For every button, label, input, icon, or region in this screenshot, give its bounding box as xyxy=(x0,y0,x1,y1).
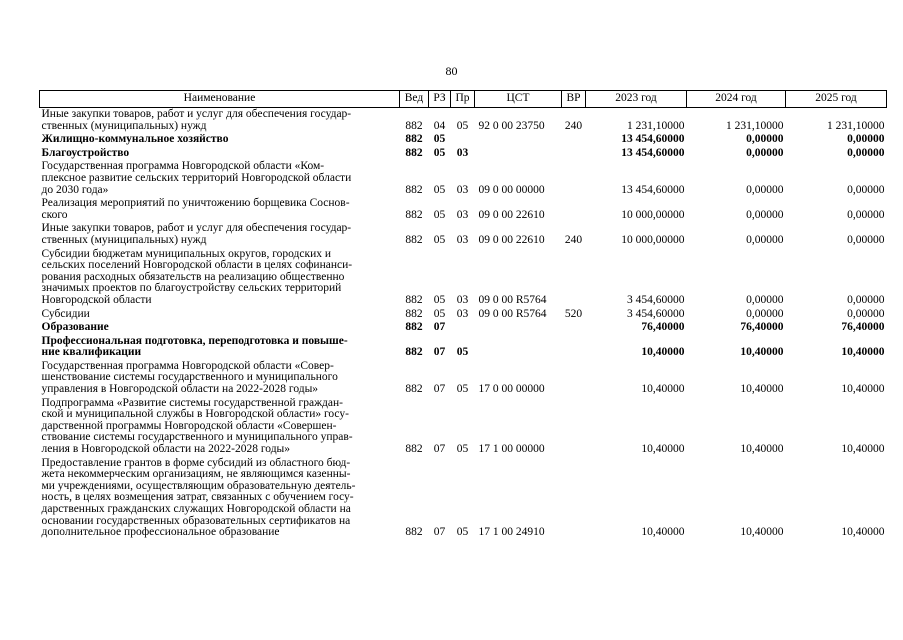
cell-rz: 07 xyxy=(433,383,446,396)
cell-name: Образование xyxy=(41,321,109,334)
cell-ved: 882 xyxy=(405,208,423,221)
cell-2024: 0,00000 xyxy=(746,146,784,159)
cell-2023: 13 454,60000 xyxy=(621,133,685,146)
cell-name: Иные закупки товаров, работ и услуг для обеспечения государ- ственных (муниципальных) нужд xyxy=(41,108,352,132)
cell-pr xyxy=(451,133,475,147)
cell-vr xyxy=(562,457,586,540)
cell-cst xyxy=(475,147,562,161)
header-2024: 2024 год xyxy=(687,91,786,108)
cell-2023: 10,40000 xyxy=(641,526,685,539)
cell-cst: 17 1 00 24910 xyxy=(478,526,545,539)
cell-rz: 07 xyxy=(433,321,446,334)
cell-2024: 10,40000 xyxy=(740,383,784,396)
cell-vr xyxy=(562,335,586,360)
cell-pr: 05 xyxy=(456,119,469,132)
cell-2025: 1 231,10000 xyxy=(827,119,885,132)
cell-rz: 07 xyxy=(433,526,446,539)
cell-2024: 0,00000 xyxy=(746,307,784,320)
cell-name: Предоставление грантов в форме субсидий из областного бюд- жета некоммерческим организациям, не являющимся казенны- ми учреждениями, осуществляющим образовательную деятель- ность, в целях возмещения затрат, связанных с обучением госу- дарственных гражданских служащих Новгородской области на основании государственных образовательных сертификатов на дополнительное профессиональное образование xyxy=(41,456,356,539)
table-row xyxy=(40,108,887,134)
cell-2023: 10 000,00000 xyxy=(621,233,685,246)
cell-2023: 10 000,00000 xyxy=(621,208,685,221)
cell-ved: 882 xyxy=(405,526,423,539)
cell-cst xyxy=(475,321,562,335)
cell-cst xyxy=(475,335,562,360)
cell-ved: 882 xyxy=(405,346,423,359)
cell-name: Благоустройство xyxy=(41,146,130,159)
cell-2025: 0,00000 xyxy=(847,307,885,320)
header-vr: ВР xyxy=(562,91,586,108)
cell-pr: 05 xyxy=(456,443,469,456)
cell-2023: 10,40000 xyxy=(641,443,685,456)
cell-cst: 17 1 00 00000 xyxy=(478,443,545,456)
cell-rz: 05 xyxy=(433,307,446,320)
cell-2023: 13 454,60000 xyxy=(621,183,685,196)
cell-2023: 1 231,10000 xyxy=(627,119,685,132)
cell-2023: 3 454,60000 xyxy=(627,293,685,306)
table-row xyxy=(40,222,887,247)
cell-name: Подпрограмма «Развитие системы государственной граждан- ской и муниципальной службы в Новгородской области» госу- дарственной программы Новгородской области «Совершен- ствование системы государственного и муниципального управ- ления в Новгородской области на 2022-2028 годы» xyxy=(41,396,353,456)
cell-2024: 0,00000 xyxy=(746,208,784,221)
cell-2024: 10,40000 xyxy=(740,443,784,456)
cell-pr: 03 xyxy=(456,183,469,196)
cell-name: Государственная программа Новгородской области «Ком- плексное развитие сельских территорий Новгородской области до 2030 года» xyxy=(41,160,352,196)
table-header-row xyxy=(40,91,887,108)
table-row xyxy=(40,457,887,540)
cell-name: Государственная программа Новгородской области «Совер- шенствование системы государственного и муниципального управления в Новгородской области на 2022-2028 годы» xyxy=(41,359,338,396)
cell-2025: 76,40000 xyxy=(841,321,885,334)
cell-vr xyxy=(562,160,586,197)
cell-rz: 07 xyxy=(433,443,446,456)
cell-rz: 05 xyxy=(433,208,446,221)
cell-name: Реализация мероприятий по уничтожению борщевика Соснов- ского xyxy=(41,197,350,221)
cell-2025: 0,00000 xyxy=(847,133,885,146)
cell-vr xyxy=(562,360,586,397)
cell-name: Жилищно-коммунальное хозяйство xyxy=(41,133,229,146)
cell-2024: 1 231,10000 xyxy=(726,119,784,132)
page-number: 80 xyxy=(445,64,458,78)
cell-cst xyxy=(475,133,562,147)
cell-rz: 05 xyxy=(433,183,446,196)
table-row xyxy=(40,197,887,222)
cell-rz: 05 xyxy=(433,293,446,306)
header-cst: ЦСТ xyxy=(475,91,562,108)
cell-2023: 10,40000 xyxy=(641,383,685,396)
cell-pr xyxy=(451,321,475,335)
table-body xyxy=(40,108,887,540)
cell-cst: 09 0 00 R5764 xyxy=(478,307,547,320)
cell-vr: 240 xyxy=(564,119,583,132)
cell-vr xyxy=(562,147,586,161)
cell-2023: 10,40000 xyxy=(641,346,685,359)
cell-2024: 0,00000 xyxy=(746,133,784,146)
header-pr: Пр xyxy=(451,91,475,108)
cell-2024: 10,40000 xyxy=(740,526,784,539)
cell-cst: 09 0 00 22610 xyxy=(478,233,545,246)
cell-vr xyxy=(562,397,586,457)
cell-cst: 92 0 00 23750 xyxy=(478,119,545,132)
cell-cst: 09 0 00 00000 xyxy=(478,183,545,196)
cell-rz: 05 xyxy=(433,146,446,159)
cell-rz: 05 xyxy=(433,133,446,146)
table-row xyxy=(40,160,887,197)
cell-2025: 0,00000 xyxy=(847,183,885,196)
cell-ved: 882 xyxy=(405,307,423,320)
cell-ved: 882 xyxy=(405,383,423,396)
table-row xyxy=(40,248,887,308)
cell-pr: 05 xyxy=(456,346,469,359)
table-row xyxy=(40,308,887,322)
table-row xyxy=(40,397,887,457)
cell-rz: 05 xyxy=(433,233,446,246)
cell-2025: 0,00000 xyxy=(847,233,885,246)
cell-2023: 3 454,60000 xyxy=(627,307,685,320)
cell-rz: 07 xyxy=(433,346,446,359)
cell-2024: 0,00000 xyxy=(746,233,784,246)
cell-2025: 10,40000 xyxy=(841,526,885,539)
cell-2025: 10,40000 xyxy=(841,346,885,359)
cell-2023: 76,40000 xyxy=(641,321,685,334)
cell-ved: 882 xyxy=(405,321,423,334)
cell-vr xyxy=(562,248,586,308)
cell-ved: 882 xyxy=(405,443,423,456)
header-2023: 2023 год xyxy=(586,91,687,108)
cell-pr: 03 xyxy=(456,208,469,221)
cell-cst: 17 0 00 00000 xyxy=(478,383,545,396)
cell-2025: 0,00000 xyxy=(847,208,885,221)
cell-vr xyxy=(562,133,586,147)
header-name: Наименование xyxy=(40,91,400,108)
cell-2025: 0,00000 xyxy=(847,146,885,159)
table-row xyxy=(40,360,887,397)
cell-cst: 09 0 00 22610 xyxy=(478,208,545,221)
table-row xyxy=(40,335,887,360)
cell-2025: 0,00000 xyxy=(847,293,885,306)
cell-pr: 03 xyxy=(456,293,469,306)
cell-pr: 05 xyxy=(456,526,469,539)
cell-ved: 882 xyxy=(405,233,423,246)
cell-rz: 04 xyxy=(433,119,446,132)
cell-pr: 03 xyxy=(456,307,469,320)
cell-ved: 882 xyxy=(405,119,423,132)
table-row xyxy=(40,321,887,335)
cell-name: Субсидии бюджетам муниципальных округов, городских и сельских поселений Новгородской области в целях софинанси- рования расходных обязательств на реализацию общественно значимых проектов по благоустройству сельских территорий Новгородской области xyxy=(41,247,353,306)
cell-vr xyxy=(562,197,586,222)
header-ved: Вед xyxy=(400,91,429,108)
cell-2024: 0,00000 xyxy=(746,293,784,306)
cell-vr: 240 xyxy=(564,233,583,246)
cell-name: Субсидии xyxy=(41,307,90,320)
cell-name: Профессиональная подготовка, переподготовка и повыше- ние квалификации xyxy=(41,334,348,359)
header-2025: 2025 год xyxy=(786,91,887,108)
cell-ved: 882 xyxy=(405,133,423,146)
cell-ved: 882 xyxy=(405,183,423,196)
cell-ved: 882 xyxy=(405,293,423,306)
cell-2024: 76,40000 xyxy=(740,321,784,334)
header-rz: РЗ xyxy=(429,91,451,108)
cell-name: Иные закупки товаров, работ и услуг для обеспечения государ- ственных (муниципальных) нужд xyxy=(41,222,352,246)
cell-pr: 03 xyxy=(456,233,469,246)
table-row xyxy=(40,133,887,147)
cell-2024: 10,40000 xyxy=(740,346,784,359)
cell-vr: 520 xyxy=(564,307,583,320)
cell-2025: 10,40000 xyxy=(841,443,885,456)
cell-vr xyxy=(562,321,586,335)
cell-2025: 10,40000 xyxy=(841,383,885,396)
cell-2024: 0,00000 xyxy=(746,183,784,196)
cell-ved: 882 xyxy=(405,146,423,159)
cell-pr: 03 xyxy=(456,146,469,159)
table-row xyxy=(40,147,887,161)
cell-cst: 09 0 00 R5764 xyxy=(478,293,547,306)
cell-pr: 05 xyxy=(456,383,469,396)
cell-2023: 13 454,60000 xyxy=(621,146,685,159)
budget-table xyxy=(39,90,887,540)
